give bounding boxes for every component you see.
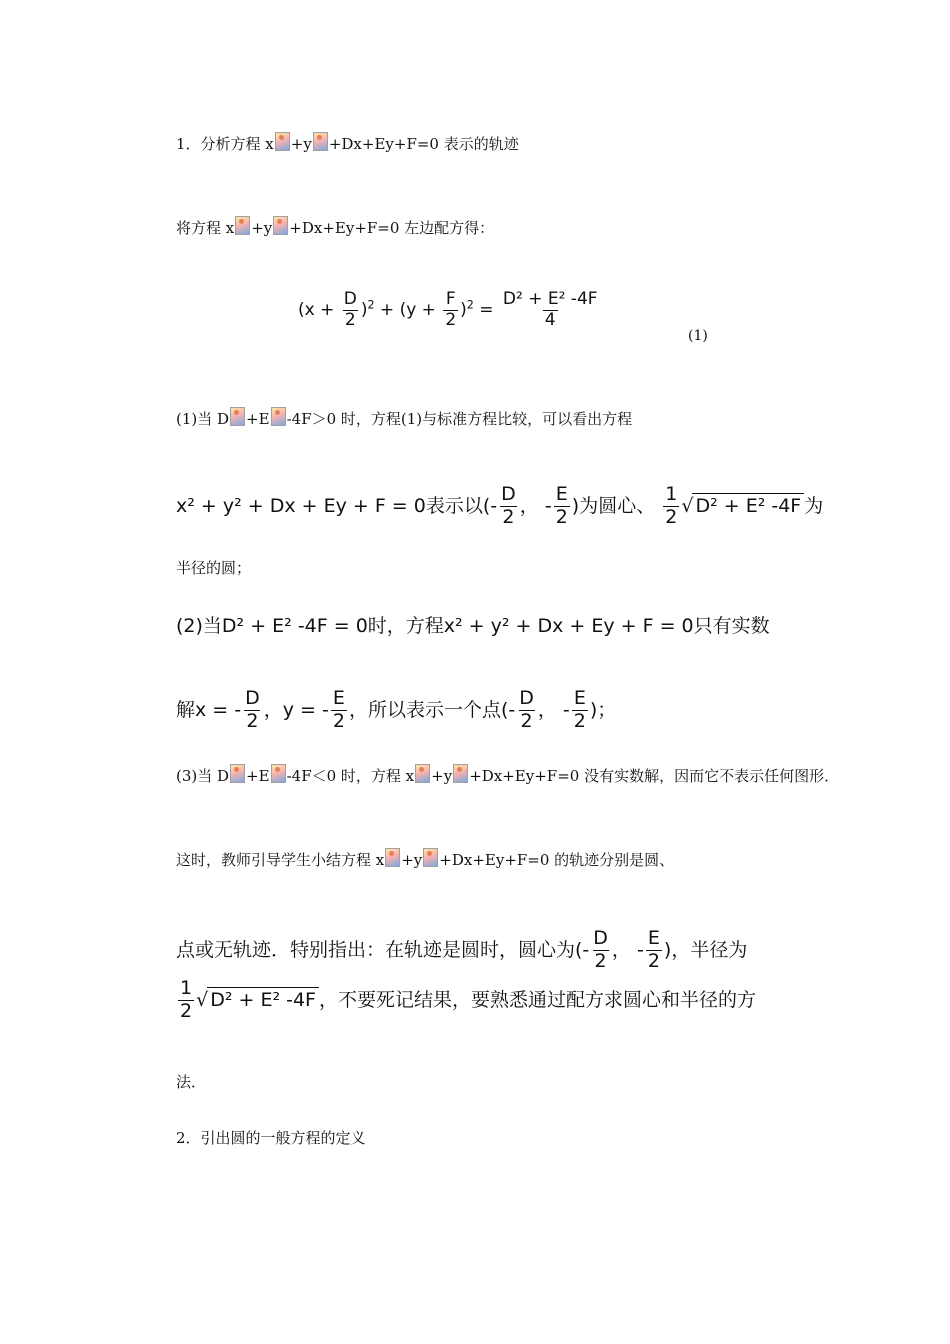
broken-image-icon [271, 407, 286, 426]
broken-image-icon [313, 132, 328, 151]
broken-image-icon [230, 407, 245, 426]
broken-image-icon [230, 764, 245, 783]
paragraph-8: (3)当 D +E -4F＜0 时，方程 x +y +Dx+Ey+F=0 没有实数解，因而它不表示任何图形． [176, 764, 839, 786]
paragraph-7: 解x = - $\frac{D}{2}$ ，y = - $\frac{E}{2}$ ，所以表示一个点(- $\frac{D}{2}$ ， - $\frac{E}{2}$ )； [176, 687, 617, 732]
paragraph-2: 将方程 x +y +Dx+Ey+F=0 左边配方得： [176, 216, 494, 238]
paragraph-9: 这时，教师引导学生小结方程 x +y +Dx+Ey+F=0 的轨迹分别是圆、 [176, 848, 674, 870]
broken-image-icon [423, 848, 438, 867]
broken-image-icon [271, 764, 286, 783]
radical: D² + E² -4F [692, 493, 804, 518]
broken-image-icon [235, 216, 250, 235]
broken-image-icon [415, 764, 430, 783]
paragraph-6: (2)当D² + E² -4F = 0时，方程x² + y² + Dx + Ey + F = 0只有实数 [176, 615, 770, 637]
broken-image-icon [385, 848, 400, 867]
paragraph-1: 1．分析方程 x +y +Dx+Ey+F=0 表示的轨迹 [176, 132, 519, 154]
fraction-discriminant-over-4: $\frac{\text{D² + E² -4F}}{4}$ [502, 289, 598, 330]
fraction-d-over-2: $\frac{D}{2}$ [343, 289, 357, 330]
equation-number: (1) [688, 328, 708, 344]
paragraph-12: 法． [176, 1073, 207, 1091]
fraction-f-over-2: $\frac{F}{2}$ [445, 289, 457, 330]
paragraph-13: 2．引出圆的一般方程的定义 [176, 1129, 366, 1147]
equation-1: (x + $\frac{D}{2}$ )$^2$ + (y + $\frac{F}{2}$ )$^2$ = $\frac{\text{D² + E² -4F}}{4}$ [298, 289, 598, 330]
paragraph-11: $\frac{1}{2}$ √ D² + E² -4F ，不要死记结果，要熟悉通过配方求圆心和半径的方 [180, 977, 756, 1022]
paragraph-4: x² + y² + Dx + Ey + F = 0表示以(- $\frac{D}{2}$ ， - $\frac{E}{2}$ )为圆心、 $\frac{1}{2}$ √ D² + E² -4F 为 [176, 483, 824, 528]
broken-image-icon [275, 132, 290, 151]
broken-image-icon [273, 216, 288, 235]
paragraph-3: (1)当 D +E -4F＞0 时，方程(1)与标准方程比较，可以看出方程 [176, 407, 632, 429]
broken-image-icon [453, 764, 468, 783]
radical: D² + E² -4F [207, 987, 319, 1012]
paragraph-10: 点或无轨迹．特别指出：在轨迹是圆时，圆心为(- $\frac{D}{2}$ ， - $\frac{E}{2}$ )，半径为 [176, 927, 748, 972]
paragraph-5: 半径的圆； [176, 559, 252, 577]
